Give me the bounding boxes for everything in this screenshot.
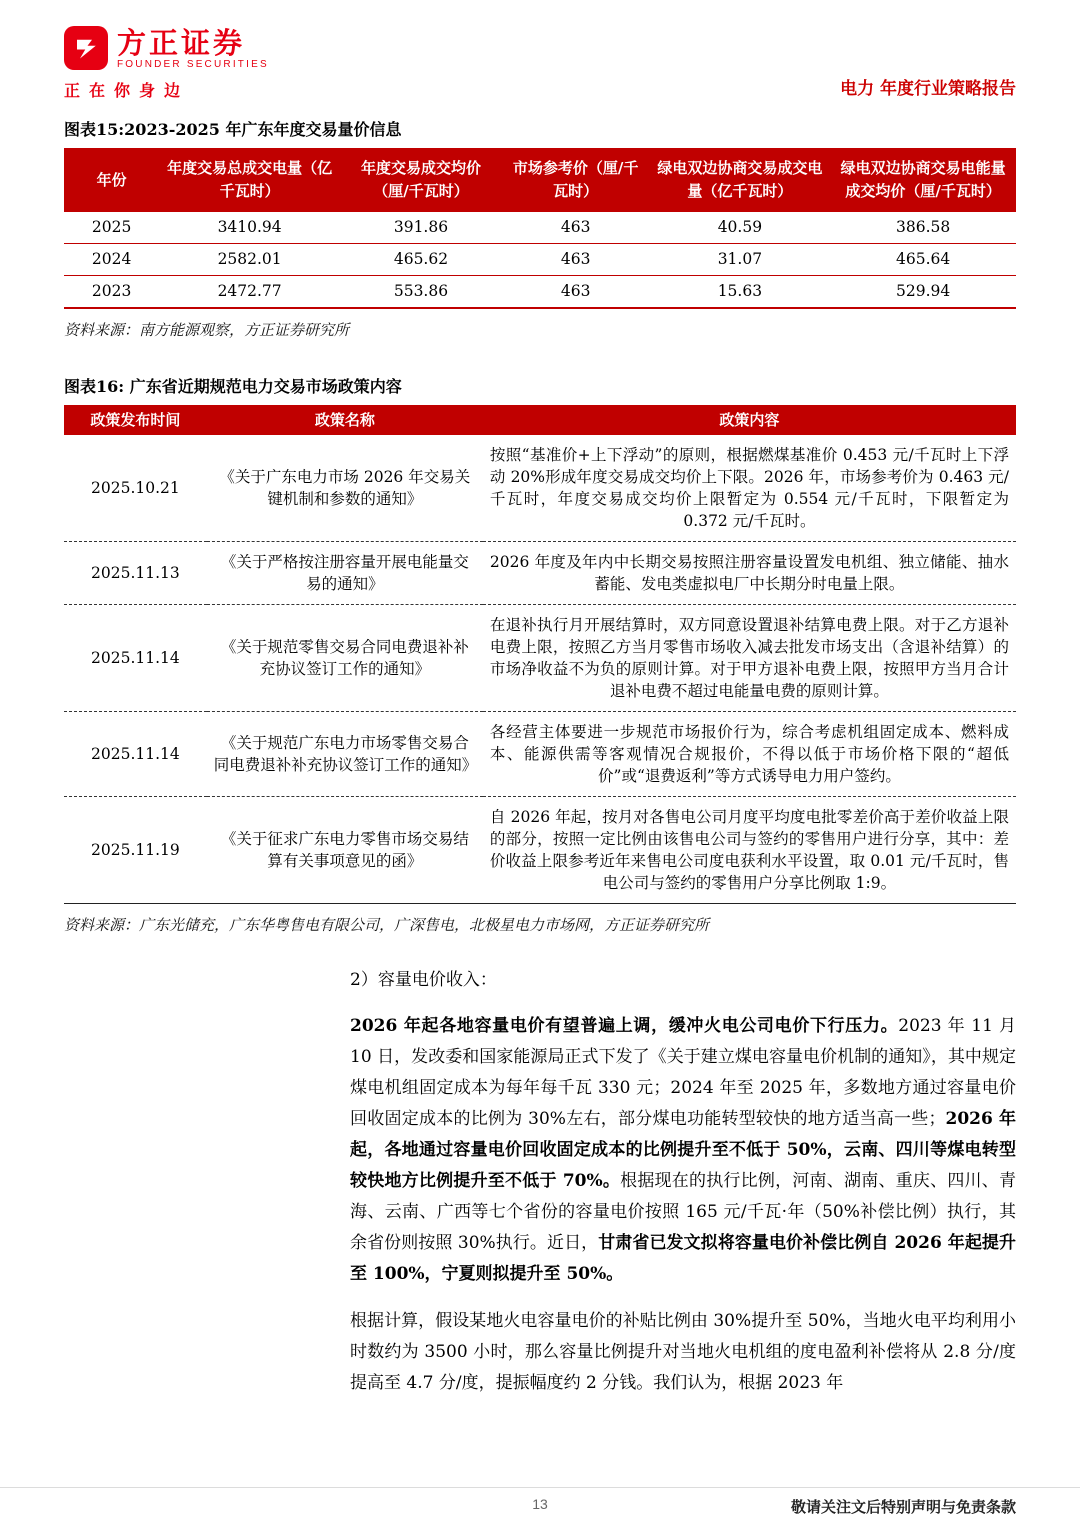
cell-policy-content: 自 2026 年起，按月对各售电公司月度平均度电批零差价高于差价收益上限的部分，按照一定比例由该售电公司与签约的零售用户进行分享，其中：差价收益上限参考近年来售电公司度电获利水平设置，取 0.01 元/千瓦时，售电公司与签约的零售用户分享比例取 1:9。 bbox=[483, 797, 1016, 904]
cell-green-price: 465.64 bbox=[830, 244, 1016, 276]
cell-total-volume: 3410.94 bbox=[159, 212, 340, 244]
column-header: 政策发布时间 bbox=[64, 405, 207, 435]
table-header-row bbox=[64, 405, 1016, 435]
cell-green-volume: 31.07 bbox=[649, 244, 830, 276]
body-text-block bbox=[350, 965, 1016, 1399]
cell-year: 2023 bbox=[64, 276, 159, 309]
cell-policy-date: 2025.10.21 bbox=[64, 435, 207, 542]
text-run: 根据现在的执行比例，河南、湖南、重庆、四川、青海、云南、广西等七个省份的容量电价按照 165 元/千瓦·年（50%补偿比例）执行，其余省份则按照 30%执行。近日， bbox=[350, 1171, 1017, 1253]
cell-year: 2024 bbox=[64, 244, 159, 276]
column-header: 年份 bbox=[64, 148, 159, 212]
cell-policy-content: 各经营主体要进一步规范市场报价行为，综合考虑机组固定成本、燃料成本、能源供需等客观情况合规报价，不得以低于市场价格下限的“超低价”或“退费返利”等方式诱导电力用户签约。 bbox=[483, 712, 1016, 797]
cell-green-price: 386.58 bbox=[830, 212, 1016, 244]
cell-green-volume: 15.63 bbox=[649, 276, 830, 309]
table-row bbox=[64, 244, 1016, 276]
column-header: 市场参考价（厘/千瓦时） bbox=[502, 148, 650, 212]
column-header: 绿电双边协商交易电能量成交均价（厘/千瓦时） bbox=[830, 148, 1016, 212]
cell-policy-content: 在退补执行月开展结算时，双方同意设置退补结算电费上限。对于乙方退补电费上限，按照乙方当月零售市场收入减去批发市场支出（含退补结算）的市场净收益不为负的原则计算。对于甲方退补电费上限，按照甲方当月合计退补电费不超过电能量电费的原则计算。 bbox=[483, 605, 1016, 712]
cell-policy-date: 2025.11.14 bbox=[64, 605, 207, 712]
founder-logo-icon bbox=[64, 26, 108, 70]
column-header: 政策名称 bbox=[207, 405, 483, 435]
cell-policy-name: 《关于规范零售交易合同电费退补补充协议签订工作的通知》 bbox=[207, 605, 483, 712]
cell-green-price: 529.94 bbox=[830, 276, 1016, 309]
bold-run: 2026 年起，各地通过容量电价回收固定成本的比例提升至不低于 50%，云南、四川等煤电转型较快地方比例提升至不低于 70%。 bbox=[350, 1109, 1017, 1191]
cell-ref-price: 463 bbox=[502, 276, 650, 309]
cell-policy-content: 按照“基准价+上下浮动”的原则，根据燃煤基准价 0.453 元/千瓦时上下浮动 20%形成年度交易成交均价上下限。2026 年，市场参考价为 0.463 元/千瓦时，年度交易成交均价上限暂定为 0.554 元/千瓦时，下限暂定为 0.372 元/千瓦时。 bbox=[483, 435, 1016, 542]
table-row bbox=[64, 435, 1016, 542]
column-header: 绿电双边协商交易成交电量（亿千瓦时） bbox=[649, 148, 830, 212]
cell-avg-price: 465.62 bbox=[340, 244, 502, 276]
cell-total-volume: 2472.77 bbox=[159, 276, 340, 309]
cell-policy-date: 2025.11.19 bbox=[64, 797, 207, 904]
table-row bbox=[64, 605, 1016, 712]
figure16-source: 资料来源：广东光储充，广东华粤售电有限公司，广深售电，北极星电力市场网，方正证券研究所 bbox=[64, 916, 710, 934]
table-row bbox=[64, 276, 1016, 309]
text-run: 2023 年 11 月 10 日，发改委和国家能源局正式下发了《关于建立煤电容量电价机制的通知》，其中规定煤电机组固定成本为每年每千瓦 330 元；2024 年至 2025 年，多数地方通过容量电价回收固定成本的比例为 30%左右，部分煤电功能转型较快的地方适当高一些； bbox=[350, 1016, 1016, 1129]
page-header bbox=[64, 26, 1016, 101]
page-number: 13 bbox=[532, 1496, 548, 1512]
figure16-caption: 图表16: 广东省近期规范电力交易市场政策内容 bbox=[64, 377, 402, 396]
figure15-source: 资料来源：南方能源观察，方正证券研究所 bbox=[64, 321, 350, 339]
brand-slogan: 正在你身边 bbox=[64, 81, 190, 100]
cell-green-volume: 40.59 bbox=[649, 212, 830, 244]
figure15-caption: 图表15:2023-2025 年广东年度交易量价信息 bbox=[64, 120, 402, 139]
cell-avg-price: 391.86 bbox=[340, 212, 502, 244]
table-row bbox=[64, 542, 1016, 605]
brand-name-en: FOUNDER SECURITIES bbox=[117, 58, 269, 70]
cell-ref-price: 463 bbox=[502, 244, 650, 276]
brand-name-cn: 方正证券 bbox=[117, 25, 246, 60]
cell-policy-date: 2025.11.13 bbox=[64, 542, 207, 605]
column-header: 年度交易总成交电量（亿千瓦时） bbox=[159, 148, 340, 212]
table-row bbox=[64, 712, 1016, 797]
cell-policy-name: 《关于规范广东电力市场零售交易合同电费退补补充协议签订工作的通知》 bbox=[207, 712, 483, 797]
cell-policy-content: 2026 年度及年内中长期交易按照注册容量设置发电机组、独立储能、抽水蓄能、发电类虚拟电厂中长期分时电量上限。 bbox=[483, 542, 1016, 605]
table-row bbox=[64, 797, 1016, 904]
table-header-row bbox=[64, 148, 1016, 212]
section-label: 2）容量电价收入： bbox=[350, 970, 497, 990]
paragraph: 根据计算，假设某地火电容量电价的补贴比例由 30%提升至 50%，当地火电平均利用小时数约为 3500 小时，那么容量比例提升对当地火电机组的度电盈利补偿将从 2.8 分/度提高至 4.7 分/度，提振幅度约 2 分钱。我们认为，根据 2023 年 bbox=[350, 1311, 1016, 1393]
cell-year: 2025 bbox=[64, 212, 159, 244]
cell-policy-name: 《关于广东电力市场 2026 年交易关键机制和参数的通知》 bbox=[207, 435, 483, 542]
cell-policy-name: 《关于征求广东电力零售市场交易结算有关事项意见的函》 bbox=[207, 797, 483, 904]
cell-avg-price: 553.86 bbox=[340, 276, 502, 309]
footer-disclaimer: 敬请关注文后特别声明与免责条款 bbox=[790, 1498, 1016, 1516]
cell-policy-date: 2025.11.14 bbox=[64, 712, 207, 797]
cell-policy-name: 《关于严格按注册容量开展电能量交易的通知》 bbox=[207, 542, 483, 605]
figure16-table bbox=[64, 405, 1016, 904]
figure15-table bbox=[64, 148, 1016, 309]
bold-run: 2026 年起各地容量电价有望普遍上调，缓冲火电公司电价下行压力。 bbox=[350, 1016, 899, 1036]
column-header: 年度交易成交均价（厘/千瓦时） bbox=[340, 148, 502, 212]
table-row bbox=[64, 212, 1016, 244]
column-header: 政策内容 bbox=[483, 405, 1016, 435]
brand-block bbox=[64, 26, 269, 101]
bold-run: 甘肃省已发文拟将容量电价补偿比例自 2026 年起提升至 100%，宁夏则拟提升至 50%。 bbox=[350, 1233, 1016, 1284]
report-type-label: 电力 年度行业策略报告 bbox=[840, 79, 1016, 99]
cell-ref-price: 463 bbox=[502, 212, 650, 244]
paragraph bbox=[350, 1011, 1016, 1290]
page-footer bbox=[0, 1487, 1080, 1517]
cell-total-volume: 2582.01 bbox=[159, 244, 340, 276]
